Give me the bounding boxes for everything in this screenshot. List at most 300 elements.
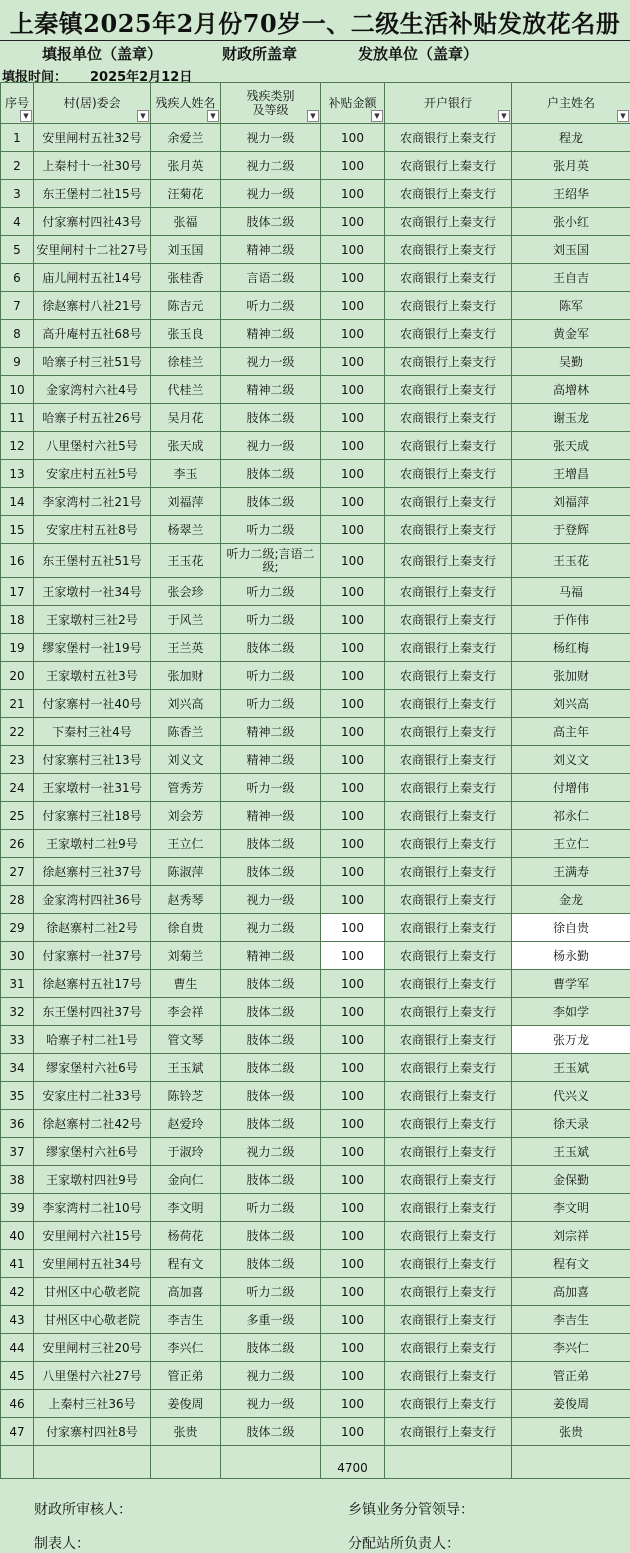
cell-disability[interactable]: 听力二级;言语二级; xyxy=(221,544,321,578)
cell-village[interactable]: 付家寨村一社40号 xyxy=(34,690,151,718)
filter-dropdown-icon[interactable]: ▼ xyxy=(20,110,32,122)
col-header-household-head[interactable]: 户主姓名 ▼ xyxy=(512,83,630,124)
cell-village[interactable]: 缪家堡村一社19号 xyxy=(34,634,151,662)
cell-name[interactable]: 张月英 xyxy=(151,152,221,180)
cell-household-head[interactable]: 姜俊周 xyxy=(512,1390,630,1418)
cell-amount[interactable]: 100 xyxy=(321,914,385,942)
cell-village[interactable]: 哈寨子村五社26号 xyxy=(34,404,151,432)
cell-name[interactable]: 管秀芳 xyxy=(151,774,221,802)
cell-disability[interactable]: 肢体二级 xyxy=(221,858,321,886)
cell-index[interactable]: 6 xyxy=(1,264,34,292)
cell-name[interactable]: 杨翠兰 xyxy=(151,516,221,544)
cell-village[interactable]: 安家庄村五社8号 xyxy=(34,516,151,544)
cell-index[interactable]: 43 xyxy=(1,1306,34,1334)
cell-name[interactable]: 张福 xyxy=(151,208,221,236)
cell-household-head[interactable]: 吴勤 xyxy=(512,348,630,376)
cell-amount[interactable]: 100 xyxy=(321,1362,385,1390)
cell-village[interactable]: 王家墩村五社3号 xyxy=(34,662,151,690)
cell-name[interactable]: 张玉良 xyxy=(151,320,221,348)
cell-index[interactable]: 32 xyxy=(1,998,34,1026)
cell-index[interactable]: 29 xyxy=(1,914,34,942)
cell-index[interactable]: 2 xyxy=(1,152,34,180)
total-amount[interactable]: 4700 xyxy=(321,1446,385,1479)
cell-name[interactable]: 徐自贵 xyxy=(151,914,221,942)
cell-village[interactable]: 付家寨村三社13号 xyxy=(34,746,151,774)
cell-amount[interactable]: 100 xyxy=(321,488,385,516)
cell-village[interactable]: 东王堡村五社51号 xyxy=(34,544,151,578)
cell-index[interactable]: 12 xyxy=(1,432,34,460)
cell-village[interactable]: 徐赵寨村二社42号 xyxy=(34,1110,151,1138)
cell-amount[interactable]: 100 xyxy=(321,1054,385,1082)
cell-amount[interactable]: 100 xyxy=(321,718,385,746)
cell-bank[interactable]: 农商银行上秦支行 xyxy=(385,1222,512,1250)
cell-name[interactable]: 姜俊周 xyxy=(151,1390,221,1418)
cell-disability[interactable]: 听力二级 xyxy=(221,606,321,634)
cell-amount[interactable]: 100 xyxy=(321,264,385,292)
cell-village[interactable]: 王家墩村一社34号 xyxy=(34,578,151,606)
cell-index[interactable]: 40 xyxy=(1,1222,34,1250)
cell-village[interactable]: 李家湾村二社21号 xyxy=(34,488,151,516)
cell-index[interactable]: 22 xyxy=(1,718,34,746)
cell-amount[interactable]: 100 xyxy=(321,1026,385,1054)
cell-index[interactable]: 8 xyxy=(1,320,34,348)
cell-bank[interactable]: 农商银行上秦支行 xyxy=(385,578,512,606)
cell-disability[interactable]: 听力二级 xyxy=(221,516,321,544)
cell-amount[interactable]: 100 xyxy=(321,662,385,690)
cell-disability[interactable]: 肢体二级 xyxy=(221,460,321,488)
cell-disability[interactable]: 肢体二级 xyxy=(221,208,321,236)
cell-household-head[interactable]: 张加财 xyxy=(512,662,630,690)
filter-dropdown-icon[interactable]: ▼ xyxy=(498,110,510,122)
cell-amount[interactable]: 100 xyxy=(321,1306,385,1334)
cell-name[interactable]: 吴月花 xyxy=(151,404,221,432)
cell-household-head[interactable]: 王满寿 xyxy=(512,858,630,886)
cell-disability[interactable]: 肢体二级 xyxy=(221,404,321,432)
cell-amount[interactable]: 100 xyxy=(321,516,385,544)
cell-household-head[interactable]: 祁永仁 xyxy=(512,802,630,830)
cell-village[interactable]: 李家湾村二社10号 xyxy=(34,1194,151,1222)
cell-name[interactable]: 程有文 xyxy=(151,1250,221,1278)
cell-household-head[interactable]: 张贵 xyxy=(512,1418,630,1446)
cell-village[interactable]: 八里堡村六社5号 xyxy=(34,432,151,460)
cell-name[interactable]: 李会祥 xyxy=(151,998,221,1026)
cell-name[interactable]: 刘玉国 xyxy=(151,236,221,264)
cell-bank[interactable]: 农商银行上秦支行 xyxy=(385,1110,512,1138)
cell-disability[interactable]: 视力二级 xyxy=(221,152,321,180)
col-header-village[interactable]: 村(居)委会 ▼ xyxy=(34,83,151,124)
cell-disability[interactable]: 视力一级 xyxy=(221,124,321,152)
cell-bank[interactable]: 农商银行上秦支行 xyxy=(385,152,512,180)
cell-bank[interactable]: 农商银行上秦支行 xyxy=(385,942,512,970)
cell-disability[interactable]: 肢体二级 xyxy=(221,1250,321,1278)
cell-name[interactable]: 陈吉元 xyxy=(151,292,221,320)
cell-amount[interactable]: 100 xyxy=(321,578,385,606)
cell-amount[interactable]: 100 xyxy=(321,942,385,970)
cell-disability[interactable]: 视力一级 xyxy=(221,180,321,208)
cell-household-head[interactable]: 黄金军 xyxy=(512,320,630,348)
cell-bank[interactable]: 农商银行上秦支行 xyxy=(385,264,512,292)
cell-bank[interactable]: 农商银行上秦支行 xyxy=(385,1278,512,1306)
cell-name[interactable]: 汪菊花 xyxy=(151,180,221,208)
cell-amount[interactable]: 100 xyxy=(321,348,385,376)
cell-index[interactable]: 15 xyxy=(1,516,34,544)
cell-disability[interactable]: 肢体二级 xyxy=(221,1054,321,1082)
cell-disability[interactable]: 精神二级 xyxy=(221,236,321,264)
cell-amount[interactable]: 100 xyxy=(321,1418,385,1446)
cell-household-head[interactable]: 徐天录 xyxy=(512,1110,630,1138)
cell-village[interactable]: 付家寨村四社8号 xyxy=(34,1418,151,1446)
cell-household-head[interactable]: 管正弟 xyxy=(512,1362,630,1390)
cell-disability[interactable]: 肢体二级 xyxy=(221,830,321,858)
cell-bank[interactable]: 农商银行上秦支行 xyxy=(385,1362,512,1390)
cell-bank[interactable]: 农商银行上秦支行 xyxy=(385,544,512,578)
cell-name[interactable]: 刘福萍 xyxy=(151,488,221,516)
cell-household-head[interactable]: 王增昌 xyxy=(512,460,630,488)
cell-household-head[interactable]: 李如学 xyxy=(512,998,630,1026)
cell-index[interactable]: 19 xyxy=(1,634,34,662)
cell-bank[interactable]: 农商银行上秦支行 xyxy=(385,1026,512,1054)
cell-name[interactable]: 徐桂兰 xyxy=(151,348,221,376)
cell-bank[interactable]: 农商银行上秦支行 xyxy=(385,1390,512,1418)
cell-name[interactable]: 金向仁 xyxy=(151,1166,221,1194)
cell-amount[interactable]: 100 xyxy=(321,404,385,432)
cell-village[interactable]: 安里闸村五社34号 xyxy=(34,1250,151,1278)
cell-village[interactable]: 东王堡村二社15号 xyxy=(34,180,151,208)
col-header-index[interactable]: 序号 ▼ xyxy=(1,83,34,124)
cell-village[interactable]: 徐赵寨村三社37号 xyxy=(34,858,151,886)
cell-index[interactable]: 9 xyxy=(1,348,34,376)
cell-index[interactable]: 42 xyxy=(1,1278,34,1306)
cell-disability[interactable]: 精神二级 xyxy=(221,746,321,774)
cell-household-head[interactable]: 高增林 xyxy=(512,376,630,404)
cell-name[interactable]: 刘兴高 xyxy=(151,690,221,718)
cell-bank[interactable]: 农商银行上秦支行 xyxy=(385,236,512,264)
cell-household-head[interactable]: 刘宗祥 xyxy=(512,1222,630,1250)
cell-amount[interactable]: 100 xyxy=(321,886,385,914)
cell-name[interactable]: 管文琴 xyxy=(151,1026,221,1054)
filter-dropdown-icon[interactable]: ▼ xyxy=(137,110,149,122)
cell-disability[interactable]: 肢体二级 xyxy=(221,1166,321,1194)
cell-index[interactable]: 16 xyxy=(1,544,34,578)
cell-index[interactable]: 35 xyxy=(1,1082,34,1110)
cell-village[interactable]: 缪家堡村六社6号 xyxy=(34,1138,151,1166)
cell-household-head[interactable]: 张天成 xyxy=(512,432,630,460)
cell-bank[interactable]: 农商银行上秦支行 xyxy=(385,774,512,802)
cell-village[interactable]: 安里闸村三社20号 xyxy=(34,1334,151,1362)
cell-index[interactable]: 24 xyxy=(1,774,34,802)
cell-index[interactable]: 45 xyxy=(1,1362,34,1390)
cell-index[interactable]: 37 xyxy=(1,1138,34,1166)
cell-index[interactable]: 33 xyxy=(1,1026,34,1054)
cell-household-head[interactable]: 王玉斌 xyxy=(512,1054,630,1082)
cell-name[interactable]: 高加喜 xyxy=(151,1278,221,1306)
cell-household-head[interactable]: 刘福萍 xyxy=(512,488,630,516)
cell-disability[interactable]: 视力二级 xyxy=(221,1138,321,1166)
cell-bank[interactable]: 农商银行上秦支行 xyxy=(385,124,512,152)
cell-amount[interactable]: 100 xyxy=(321,236,385,264)
cell-household-head[interactable]: 刘兴高 xyxy=(512,690,630,718)
cell-amount[interactable]: 100 xyxy=(321,180,385,208)
cell-village[interactable]: 金家湾村四社36号 xyxy=(34,886,151,914)
cell-village[interactable]: 高升庵村五社68号 xyxy=(34,320,151,348)
cell-index[interactable]: 23 xyxy=(1,746,34,774)
cell-index[interactable]: 14 xyxy=(1,488,34,516)
cell-village[interactable]: 哈寨子村二社1号 xyxy=(34,1026,151,1054)
cell-village[interactable]: 下秦村三社4号 xyxy=(34,718,151,746)
cell-bank[interactable]: 农商银行上秦支行 xyxy=(385,998,512,1026)
cell-village[interactable]: 徐赵寨村五社17号 xyxy=(34,970,151,998)
cell-bank[interactable]: 农商银行上秦支行 xyxy=(385,432,512,460)
cell-index[interactable]: 13 xyxy=(1,460,34,488)
cell-name[interactable]: 王玉斌 xyxy=(151,1054,221,1082)
col-header-amount[interactable]: 补贴金额 ▼ xyxy=(321,83,385,124)
cell-index[interactable]: 38 xyxy=(1,1166,34,1194)
cell-index[interactable]: 7 xyxy=(1,292,34,320)
cell-bank[interactable]: 农商银行上秦支行 xyxy=(385,1166,512,1194)
cell-disability[interactable]: 肢体一级 xyxy=(221,1082,321,1110)
cell-amount[interactable]: 100 xyxy=(321,376,385,404)
cell-name[interactable]: 管正弟 xyxy=(151,1362,221,1390)
cell-amount[interactable]: 100 xyxy=(321,830,385,858)
cell-disability[interactable]: 视力一级 xyxy=(221,432,321,460)
cell-bank[interactable]: 农商银行上秦支行 xyxy=(385,404,512,432)
cell-name[interactable]: 陈香兰 xyxy=(151,718,221,746)
cell-amount[interactable]: 100 xyxy=(321,690,385,718)
cell-name[interactable]: 张贵 xyxy=(151,1418,221,1446)
cell-name[interactable]: 张会珍 xyxy=(151,578,221,606)
cell-index[interactable]: 44 xyxy=(1,1334,34,1362)
cell-amount[interactable]: 100 xyxy=(321,432,385,460)
cell-bank[interactable]: 农商银行上秦支行 xyxy=(385,1194,512,1222)
cell-name[interactable]: 王兰英 xyxy=(151,634,221,662)
cell-disability[interactable]: 肢体二级 xyxy=(221,970,321,998)
cell-bank[interactable]: 农商银行上秦支行 xyxy=(385,320,512,348)
cell-disability[interactable]: 肢体二级 xyxy=(221,1026,321,1054)
cell-household-head[interactable]: 张小红 xyxy=(512,208,630,236)
cell-village[interactable]: 王家墩村一社31号 xyxy=(34,774,151,802)
cell-village[interactable]: 金家湾村六社4号 xyxy=(34,376,151,404)
cell-household-head[interactable]: 王玉花 xyxy=(512,544,630,578)
cell-bank[interactable]: 农商银行上秦支行 xyxy=(385,718,512,746)
cell-name[interactable]: 陈淑萍 xyxy=(151,858,221,886)
cell-household-head[interactable]: 于登辉 xyxy=(512,516,630,544)
cell-disability[interactable]: 精神二级 xyxy=(221,320,321,348)
cell-household-head[interactable]: 程龙 xyxy=(512,124,630,152)
cell-household-head[interactable]: 付增伟 xyxy=(512,774,630,802)
cell-bank[interactable]: 农商银行上秦支行 xyxy=(385,746,512,774)
cell-disability[interactable]: 视力一级 xyxy=(221,348,321,376)
cell-bank[interactable]: 农商银行上秦支行 xyxy=(385,292,512,320)
cell-household-head[interactable]: 王自吉 xyxy=(512,264,630,292)
col-header-disability[interactable]: 残疾类别及等级 ▼ xyxy=(221,83,321,124)
cell-household-head[interactable]: 李文明 xyxy=(512,1194,630,1222)
filter-dropdown-icon[interactable]: ▼ xyxy=(307,110,319,122)
cell-disability[interactable]: 视力一级 xyxy=(221,1390,321,1418)
cell-bank[interactable]: 农商银行上秦支行 xyxy=(385,1418,512,1446)
cell-village[interactable]: 徐赵寨村八社21号 xyxy=(34,292,151,320)
cell-amount[interactable]: 100 xyxy=(321,858,385,886)
cell-name[interactable]: 王立仁 xyxy=(151,830,221,858)
filter-dropdown-icon[interactable]: ▼ xyxy=(207,110,219,122)
cell-bank[interactable]: 农商银行上秦支行 xyxy=(385,208,512,236)
cell-name[interactable]: 刘会芳 xyxy=(151,802,221,830)
cell-village[interactable]: 东王堡村四社37号 xyxy=(34,998,151,1026)
cell-name[interactable]: 李兴仁 xyxy=(151,1334,221,1362)
cell-bank[interactable]: 农商银行上秦支行 xyxy=(385,802,512,830)
cell-bank[interactable]: 农商银行上秦支行 xyxy=(385,1138,512,1166)
cell-household-head[interactable]: 曹学军 xyxy=(512,970,630,998)
cell-name[interactable]: 张加财 xyxy=(151,662,221,690)
cell-household-head[interactable]: 张万龙 xyxy=(512,1026,630,1054)
cell-name[interactable]: 张天成 xyxy=(151,432,221,460)
cell-index[interactable]: 36 xyxy=(1,1110,34,1138)
cell-disability[interactable]: 肢体二级 xyxy=(221,998,321,1026)
cell-village[interactable]: 甘州区中心敬老院 xyxy=(34,1278,151,1306)
cell-household-head[interactable]: 王绍华 xyxy=(512,180,630,208)
cell-disability[interactable]: 精神二级 xyxy=(221,718,321,746)
cell-index[interactable]: 11 xyxy=(1,404,34,432)
cell-household-head[interactable]: 金保勤 xyxy=(512,1166,630,1194)
cell-index[interactable]: 3 xyxy=(1,180,34,208)
cell-bank[interactable]: 农商银行上秦支行 xyxy=(385,376,512,404)
cell-amount[interactable]: 100 xyxy=(321,460,385,488)
cell-household-head[interactable]: 刘义文 xyxy=(512,746,630,774)
cell-index[interactable]: 41 xyxy=(1,1250,34,1278)
cell-amount[interactable]: 100 xyxy=(321,606,385,634)
cell-name[interactable]: 王玉花 xyxy=(151,544,221,578)
cell-index[interactable]: 46 xyxy=(1,1390,34,1418)
cell-amount[interactable]: 100 xyxy=(321,1082,385,1110)
cell-amount[interactable]: 100 xyxy=(321,124,385,152)
cell-bank[interactable]: 农商银行上秦支行 xyxy=(385,634,512,662)
cell-household-head[interactable]: 李吉生 xyxy=(512,1306,630,1334)
cell-village[interactable]: 王家墩村四社9号 xyxy=(34,1166,151,1194)
cell-household-head[interactable]: 马福 xyxy=(512,578,630,606)
cell-name[interactable]: 张桂香 xyxy=(151,264,221,292)
cell-amount[interactable]: 100 xyxy=(321,292,385,320)
cell-household-head[interactable]: 程有文 xyxy=(512,1250,630,1278)
cell-village[interactable]: 八里堡村六社27号 xyxy=(34,1362,151,1390)
cell-disability[interactable]: 多重一级 xyxy=(221,1306,321,1334)
cell-index[interactable]: 10 xyxy=(1,376,34,404)
col-header-name[interactable]: 残疾人姓名 ▼ xyxy=(151,83,221,124)
cell-name[interactable]: 李吉生 xyxy=(151,1306,221,1334)
cell-disability[interactable]: 肢体二级 xyxy=(221,1334,321,1362)
cell-bank[interactable]: 农商银行上秦支行 xyxy=(385,1334,512,1362)
cell-household-head[interactable]: 高加喜 xyxy=(512,1278,630,1306)
cell-index[interactable]: 1 xyxy=(1,124,34,152)
cell-disability[interactable]: 听力二级 xyxy=(221,690,321,718)
cell-household-head[interactable]: 陈军 xyxy=(512,292,630,320)
cell-amount[interactable]: 100 xyxy=(321,1278,385,1306)
cell-household-head[interactable]: 金龙 xyxy=(512,886,630,914)
cell-amount[interactable]: 100 xyxy=(321,1194,385,1222)
cell-disability[interactable]: 肢体二级 xyxy=(221,634,321,662)
cell-name[interactable]: 刘菊兰 xyxy=(151,942,221,970)
cell-name[interactable]: 赵爱玲 xyxy=(151,1110,221,1138)
cell-household-head[interactable]: 于作伟 xyxy=(512,606,630,634)
cell-village[interactable]: 付家寨村四社43号 xyxy=(34,208,151,236)
cell-disability[interactable]: 视力二级 xyxy=(221,1362,321,1390)
cell-amount[interactable]: 100 xyxy=(321,970,385,998)
cell-index[interactable]: 21 xyxy=(1,690,34,718)
cell-name[interactable]: 于风兰 xyxy=(151,606,221,634)
cell-name[interactable]: 陈铃芝 xyxy=(151,1082,221,1110)
cell-bank[interactable]: 农商银行上秦支行 xyxy=(385,886,512,914)
col-header-bank[interactable]: 开户银行 ▼ xyxy=(385,83,512,124)
cell-household-head[interactable]: 张月英 xyxy=(512,152,630,180)
cell-amount[interactable]: 100 xyxy=(321,774,385,802)
cell-bank[interactable]: 农商银行上秦支行 xyxy=(385,1082,512,1110)
cell-index[interactable]: 30 xyxy=(1,942,34,970)
cell-bank[interactable]: 农商银行上秦支行 xyxy=(385,1250,512,1278)
cell-disability[interactable]: 听力二级 xyxy=(221,292,321,320)
cell-amount[interactable]: 100 xyxy=(321,208,385,236)
cell-name[interactable]: 李玉 xyxy=(151,460,221,488)
cell-amount[interactable]: 100 xyxy=(321,746,385,774)
cell-village[interactable]: 徐赵寨村二社2号 xyxy=(34,914,151,942)
cell-amount[interactable]: 100 xyxy=(321,1250,385,1278)
cell-household-head[interactable]: 代兴义 xyxy=(512,1082,630,1110)
cell-bank[interactable]: 农商银行上秦支行 xyxy=(385,460,512,488)
cell-household-head[interactable]: 王立仁 xyxy=(512,830,630,858)
cell-index[interactable]: 20 xyxy=(1,662,34,690)
cell-village[interactable]: 甘州区中心敬老院 xyxy=(34,1306,151,1334)
cell-disability[interactable]: 听力二级 xyxy=(221,1194,321,1222)
cell-disability[interactable]: 精神一级 xyxy=(221,802,321,830)
cell-name[interactable]: 李文明 xyxy=(151,1194,221,1222)
cell-bank[interactable]: 农商银行上秦支行 xyxy=(385,348,512,376)
cell-village[interactable]: 上秦村三社36号 xyxy=(34,1390,151,1418)
cell-amount[interactable]: 100 xyxy=(321,152,385,180)
cell-name[interactable]: 曹生 xyxy=(151,970,221,998)
cell-index[interactable]: 31 xyxy=(1,970,34,998)
cell-index[interactable]: 47 xyxy=(1,1418,34,1446)
cell-village[interactable]: 王家墩村三社2号 xyxy=(34,606,151,634)
cell-index[interactable]: 27 xyxy=(1,858,34,886)
cell-bank[interactable]: 农商银行上秦支行 xyxy=(385,1306,512,1334)
cell-name[interactable]: 杨荷花 xyxy=(151,1222,221,1250)
cell-name[interactable]: 于淑玲 xyxy=(151,1138,221,1166)
cell-household-head[interactable]: 杨红梅 xyxy=(512,634,630,662)
cell-amount[interactable]: 100 xyxy=(321,1110,385,1138)
cell-household-head[interactable]: 刘玉国 xyxy=(512,236,630,264)
cell-amount[interactable]: 100 xyxy=(321,1166,385,1194)
cell-amount[interactable]: 100 xyxy=(321,802,385,830)
cell-household-head[interactable]: 杨永勤 xyxy=(512,942,630,970)
filter-dropdown-icon[interactable]: ▼ xyxy=(371,110,383,122)
cell-name[interactable]: 赵秀琴 xyxy=(151,886,221,914)
cell-household-head[interactable]: 徐自贵 xyxy=(512,914,630,942)
cell-bank[interactable]: 农商银行上秦支行 xyxy=(385,690,512,718)
cell-bank[interactable]: 农商银行上秦支行 xyxy=(385,830,512,858)
cell-index[interactable]: 5 xyxy=(1,236,34,264)
cell-village[interactable]: 安家庄村五社5号 xyxy=(34,460,151,488)
cell-name[interactable]: 代桂兰 xyxy=(151,376,221,404)
cell-amount[interactable]: 100 xyxy=(321,998,385,1026)
cell-amount[interactable]: 100 xyxy=(321,1222,385,1250)
cell-disability[interactable]: 听力二级 xyxy=(221,1278,321,1306)
cell-village[interactable]: 安里闸村五社32号 xyxy=(34,124,151,152)
cell-index[interactable]: 17 xyxy=(1,578,34,606)
cell-village[interactable]: 王家墩村二社9号 xyxy=(34,830,151,858)
cell-disability[interactable]: 视力一级 xyxy=(221,886,321,914)
cell-household-head[interactable]: 李兴仁 xyxy=(512,1334,630,1362)
cell-disability[interactable]: 精神二级 xyxy=(221,376,321,404)
cell-village[interactable]: 安里闸村六社15号 xyxy=(34,1222,151,1250)
cell-index[interactable]: 28 xyxy=(1,886,34,914)
cell-village[interactable]: 付家寨村一社37号 xyxy=(34,942,151,970)
